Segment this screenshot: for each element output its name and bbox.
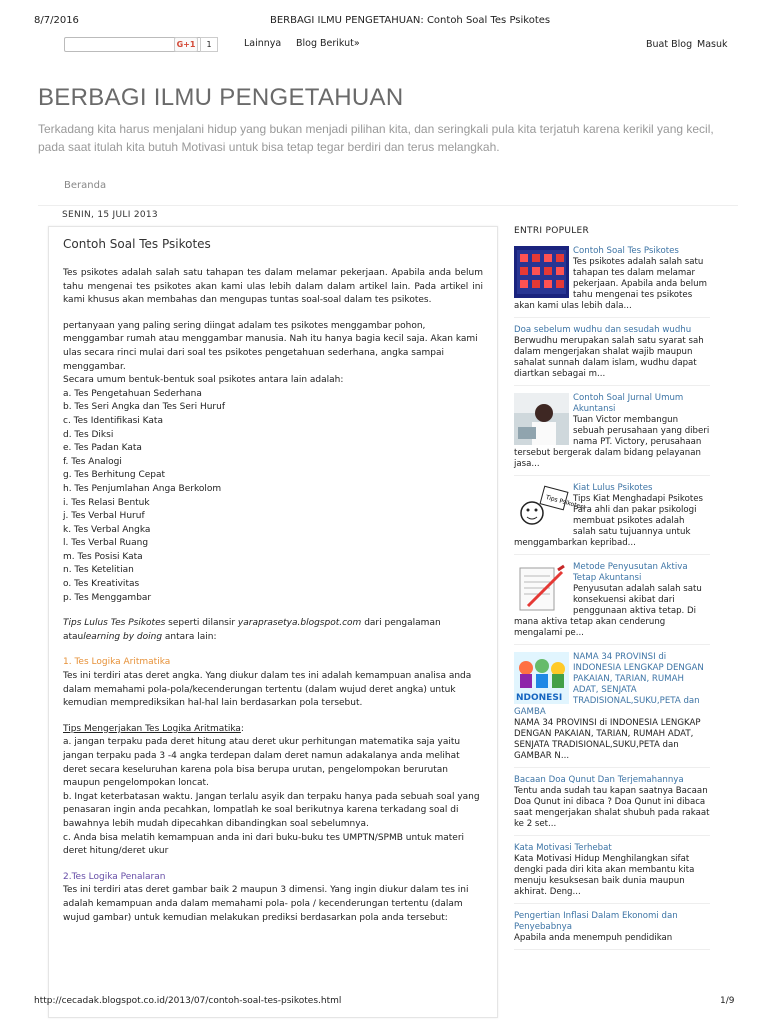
popular-post-item — [514, 483, 710, 555]
popular-post-title[interactable]: Kata Motivasi Terhebat — [514, 843, 612, 853]
tips-title: Tips Lulus Tes Psikotes — [63, 618, 166, 629]
popular-post-item — [514, 246, 710, 318]
post-paragraph: pertanyaan yang paling sering diingat adalam tes psikotes menggambar pohon, menggambar rumah atau menggambar manusia. Nah itu hanya bagia kecil saja. Akan kami ulas secara rinci mulai dari soal tes psikotes pengetahuan sederhana, angka sampai menggambar. — [63, 320, 478, 372]
list-item: m. Tes Posisi Kata — [63, 551, 143, 562]
list-item: c. Tes Identifikasi Kata — [63, 415, 163, 426]
list-item: p. Tes Menggambar — [63, 592, 152, 603]
list-item: n. Tes Ketelitian — [63, 565, 134, 576]
tips-text: learning by doing — [83, 631, 163, 642]
list-item: j. Tes Verbal Huruf — [63, 511, 145, 522]
popular-post-snippet: Tentu anda sudah tau kapan saatnya Bacaan Doa Qunut ini dibaca ? Doa Qunut ini dibaca saat mengerjakan shalat shubuh pada rakaat ke 2 set... — [514, 786, 710, 829]
list-item: d. Tes Diksi — [63, 429, 114, 440]
tips-text: antara lain: — [162, 631, 217, 642]
popular-posts-list — [514, 246, 710, 950]
popular-post-snippet: Kata Motivasi Hidup Menghilangkan sifat dengki pada diri kita akan membantu kita menuju kesuksesan baik dunia maupun akhirat. Deng... — [514, 854, 695, 897]
tips-heading-colon: : — [240, 723, 244, 734]
cartoon-thumbnail-icon[interactable] — [514, 483, 587, 535]
popular-post-snippet: Penyusutan adalah salah satu konsekuensi akibat dari penggunaan aktiva tetap. Di mana aktiva tetap akan cenderung mengalami pe... — [514, 584, 702, 638]
popular-post-title[interactable]: Bacaan Doa Qunut Dan Terjemahannya — [514, 775, 684, 785]
popular-post-item — [514, 393, 710, 476]
google-plus-button[interactable]: G+1 — [174, 37, 198, 52]
sidebar-popular-posts — [514, 226, 710, 957]
test-type-list — [63, 388, 483, 606]
print-header — [0, 0, 768, 26]
popular-post-title[interactable]: Contoh Soal Jurnal Umum Akuntansi — [573, 393, 684, 414]
section-text: Tes ini terdiri atas deret angka. Yang diukur dalam tes ini adalah kemampuan analisa anda dalam memahami pola-pola/kecenderungan tertentu (dalam wujud deret angka) untuk kemudian memprediksikan hal-hal lain berdasarkan pola tersebut. — [63, 671, 472, 709]
popular-post-snippet: Tips Kiat Menghadapi Psikotes Para ahli dan pakar psikologi membuat psikotes adalah salah satu tujuannya untuk menggambarkan kepribad... — [514, 494, 703, 548]
list-item: g. Tes Berhitung Cepat — [63, 470, 166, 481]
grid-thumbnail-icon[interactable] — [514, 246, 569, 298]
tip-item: b. Ingat keterbatasan waktu. Jangan terlalu asyik dan terpaku hanya pada sebuah soal yang penasaran ingin anda pecahkan, lompatlah ke soal berikutnya karena terkadang soal di bawahnya lebih mudah dipecahkan dibandingkan soal sebelumnya. — [63, 791, 480, 829]
source-link[interactable]: yaraprasetya.blogspot.com — [237, 618, 362, 629]
list-item: l. Tes Verbal Ruang — [63, 538, 149, 549]
create-blog-link[interactable]: Buat Blog — [646, 39, 693, 50]
tips-text: dari pengalaman atau — [63, 618, 441, 642]
post-container — [48, 226, 498, 1018]
person-thumbnail-icon[interactable] — [514, 393, 569, 445]
blog-title[interactable]: BERBAGI ILMU PENGETAHUAN — [38, 84, 404, 111]
popular-post-item — [514, 911, 710, 950]
popular-post-item — [514, 325, 710, 386]
tips-heading-text: Tips Mengerjakan Tes Logika Aritmatika — [63, 723, 241, 734]
list-item: b. Tes Seri Angka dan Tes Seri Huruf — [63, 402, 226, 413]
blogger-navbar — [34, 34, 734, 56]
next-blog-link[interactable]: Blog Berikut» — [296, 38, 360, 49]
popular-post-title[interactable]: Pengertian Inflasi Dalam Ekonomi dan Penyebabnya — [514, 911, 678, 932]
list-item: f. Tes Analogi — [63, 456, 122, 467]
list-item: o. Tes Kreativitas — [63, 579, 140, 590]
popular-post-snippet: Tuan Victor membangun sebuah perusahaan yang diberi nama PT. Victory, perusahaan tersebut bergerak dalam bidang pelayanan jasa... — [514, 415, 710, 469]
print-title: BERBAGI ILMU PENGETAHUAN: Contoh Soal Tes Psikotes — [270, 15, 551, 26]
divider — [38, 205, 738, 206]
popular-post-item — [514, 652, 710, 768]
popular-post-snippet: Tes psikotes adalah salah satu tahapan tes dalam melamar pekerjaan. Apabila anda belum tahu mengenai tes psikotes akan kami ulas lebih dala... — [514, 257, 708, 311]
popular-post-item — [514, 562, 710, 645]
thumbnail-sign-text: NDONESI — [516, 693, 563, 703]
list-intro: Secara umum bentuk-bentuk soal psikotes antara lain adalah: — [63, 375, 344, 386]
post-title[interactable]: Contoh Soal Tes Psikotes — [63, 237, 211, 251]
post-body — [63, 267, 483, 925]
tip-item: c. Anda bisa melatih kemampuan anda ini dari buku-buku tes UMPTN/SPMB untuk materi deret hitung/deret ukur — [63, 832, 465, 857]
section-heading: 2.Tes Logika Penalaran — [63, 871, 166, 882]
popular-post-snippet: Berwudhu merupakan salah satu syarat sah dalam mengerjakan shalat wajib maupun sahalat sunnah dalam islam, wudhu dapat diartkan sebagai m... — [514, 336, 704, 379]
popular-post-title[interactable]: Contoh Soal Tes Psikotes — [573, 246, 679, 256]
list-item: a. Tes Pengetahuan Sederhana — [63, 388, 202, 399]
more-link[interactable]: Lainnya — [244, 38, 282, 49]
post-intro: Tes psikotes adalah salah satu tahapan tes dalam melamar pekerjaan. Apabila anda belum tahu mengenai tes psikotes akan kami ulas lebih dalam dalam artikel lain. Pada artikel ini kami khusus akan membahas dan mengupas tuntas soal-soal dalam tes psikotes. — [63, 268, 483, 306]
print-url: http://cecadak.blogspot.co.id/2013/07/contoh-soal-tes-psikotes.html — [34, 996, 342, 1006]
list-item: e. Tes Padan Kata — [63, 443, 142, 454]
popular-post-snippet: NAMA 34 PROVINSI di INDONESIA LENGKAP DENGAN PAKAIAN, TARIAN, RUMAH ADAT, SENJATA TRADISIONAL,SUKU,PETA dan GAMBAR N... — [514, 718, 701, 761]
sign-in-link[interactable]: Masuk — [697, 39, 728, 50]
tips-source — [63, 617, 483, 644]
blog-description: Terkadang kita harus menjalani hidup yang bukan menjadi pilihan kita, dan seringkali pula kita terjatuh karena kerikil yang kecil, pada saat itulah kita butuh Motivasi untuk bisa tetap tegar berdiri dan terus melangkah. — [38, 122, 714, 154]
list-item: i. Tes Relasi Bentuk — [63, 497, 150, 508]
indonesia-thumbnail-icon[interactable] — [514, 652, 569, 704]
date-header: SENIN, 15 JULI 2013 — [62, 210, 158, 220]
tab-home[interactable]: Beranda — [64, 180, 107, 191]
popular-post-title[interactable]: Doa sebelum wudhu dan sesudah wudhu — [514, 325, 692, 335]
tips-text: seperti dilansir — [165, 618, 238, 629]
section-text: Tes ini terdiri atas deret gambar baik 2 maupun 3 dimensi. Yang ingin diukur dalam tes ini adalah kemampuan anda dalam memahami pola- pola / kecenderungan tertentu (dalam wujud gambar) untuk kemudian melakukan prediksi berdasarkan pola anda tersebut: — [63, 885, 469, 923]
list-item: k. Tes Verbal Angka — [63, 524, 151, 535]
tip-item: a. jangan terpaku pada deret hitung atau deret ukur perhitungan matematika saja yaitu jangan terpaku pada 3 -4 angka terdepan dalam deret namun adakalanya anda melihat deret secara keseluruhan karena pola bisa berupa urutan, pengelompokan berurutan maupun pengelompokan loncat. — [63, 737, 461, 789]
popular-post-item — [514, 775, 710, 836]
paper-thumbnail-icon[interactable] — [514, 562, 569, 614]
print-date: 8/7/2016 — [34, 15, 79, 26]
section-heading: 1. Tes Logika Aritmatika — [63, 657, 171, 668]
thumbnail-sign-text: Tips Psikotest — [544, 493, 587, 512]
print-page-number: 1/9 — [720, 996, 735, 1006]
popular-post-title[interactable]: Kiat Lulus Psikotes — [573, 483, 653, 493]
list-item: h. Tes Penjumlahan Anga Berkolom — [63, 483, 222, 494]
sidebar-title: ENTRI POPULER — [514, 226, 590, 236]
popular-post-title[interactable]: Metode Penyusutan Aktiva Tetap Akuntansi — [573, 562, 688, 583]
popular-post-snippet: Apabila anda menempuh pendidikan — [514, 933, 673, 943]
popular-post-item — [514, 843, 710, 904]
google-plus-count: 1 — [200, 37, 218, 52]
popular-post-title[interactable]: NAMA 34 PROVINSI di INDONESIA LENGKAP DENGAN PAKAIAN, TARIAN, RUMAH ADAT, SENJATA TRADISIONAL,SUKU,PETA dan GAMBA — [514, 652, 704, 717]
tips-heading — [63, 723, 483, 737]
